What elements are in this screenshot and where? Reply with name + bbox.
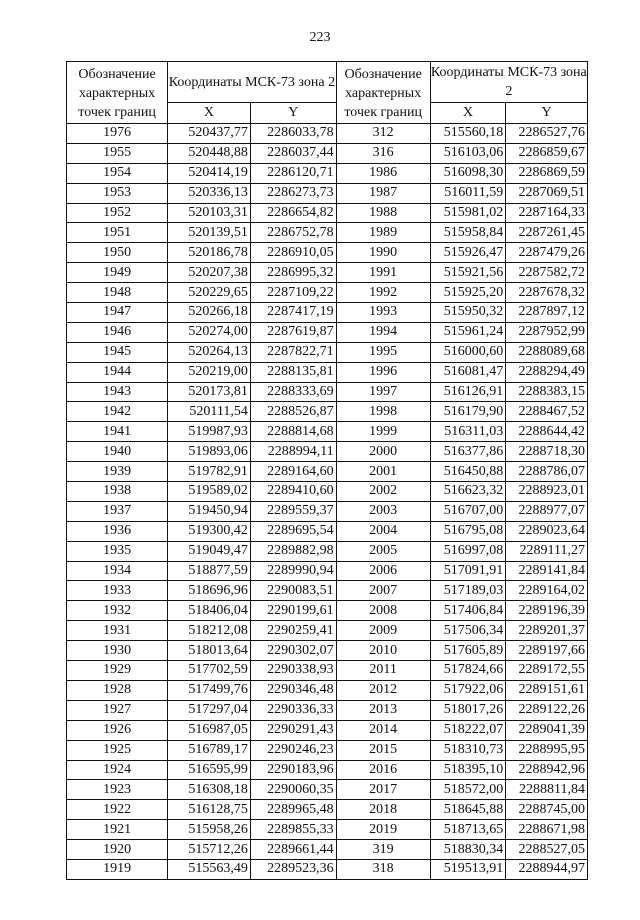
y-right: 2289023,64	[506, 521, 588, 541]
x-right: 515961,24	[430, 322, 506, 342]
table-row	[67, 621, 588, 641]
x-header-left: X	[168, 103, 251, 124]
point-id-right: 1993	[336, 303, 430, 323]
x-left: 518406,04	[168, 601, 251, 621]
coordinates-header-left: Координаты МСК-73 зона 2	[168, 62, 337, 103]
x-right: 517189,03	[430, 581, 506, 601]
y-right: 2288995,95	[506, 740, 588, 760]
y-left: 2289990,94	[250, 561, 336, 581]
point-id-left: 1920	[67, 840, 168, 860]
y-left: 2287822,71	[250, 342, 336, 362]
x-header-right: X	[430, 103, 506, 124]
table-row	[67, 322, 588, 342]
point-id-left: 1935	[67, 541, 168, 561]
point-id-right: 2013	[336, 700, 430, 720]
point-id-left: 1945	[67, 342, 168, 362]
y-left: 2290291,43	[250, 720, 336, 740]
x-right: 518222,07	[430, 720, 506, 740]
y-right: 2288977,07	[506, 501, 588, 521]
point-id-left: 1951	[67, 223, 168, 243]
point-id-left: 1925	[67, 740, 168, 760]
y-left: 2289410,60	[250, 482, 336, 502]
y-right: 2288745,00	[506, 800, 588, 820]
point-id-left: 1949	[67, 263, 168, 283]
x-left: 517297,04	[168, 700, 251, 720]
point-id-left: 1924	[67, 760, 168, 780]
table-row	[67, 422, 588, 442]
point-id-left: 1930	[67, 641, 168, 661]
table-row	[67, 800, 588, 820]
point-id-left: 1927	[67, 700, 168, 720]
x-left: 515958,26	[168, 820, 251, 840]
x-right: 517091,91	[430, 561, 506, 581]
y-header-right: Y	[506, 103, 588, 124]
y-left: 2286033,78	[250, 124, 336, 144]
x-left: 520219,00	[168, 362, 251, 382]
point-id-left: 1931	[67, 621, 168, 641]
point-id-left: 1953	[67, 183, 168, 203]
point-id-left: 1933	[67, 581, 168, 601]
x-left: 516987,05	[168, 720, 251, 740]
point-id-right: 2005	[336, 541, 430, 561]
point-id-left: 1937	[67, 501, 168, 521]
x-right: 518395,10	[430, 760, 506, 780]
x-right: 518017,26	[430, 700, 506, 720]
y-right: 2288786,07	[506, 462, 588, 482]
y-right: 2289196,39	[506, 601, 588, 621]
table-row	[67, 203, 588, 223]
point-id-right: 2012	[336, 680, 430, 700]
table-row	[67, 223, 588, 243]
y-left: 2290060,35	[250, 780, 336, 800]
y-left: 2288135,81	[250, 362, 336, 382]
point-id-right: 1989	[336, 223, 430, 243]
y-right: 2286527,76	[506, 124, 588, 144]
x-left: 518212,08	[168, 621, 251, 641]
point-id-left: 1919	[67, 859, 168, 879]
y-right: 2288383,15	[506, 382, 588, 402]
table-row	[67, 442, 588, 462]
x-left: 517702,59	[168, 661, 251, 681]
y-left: 2287417,19	[250, 303, 336, 323]
point-id-left: 1944	[67, 362, 168, 382]
y-right: 2288644,42	[506, 422, 588, 442]
point-id-right: 1995	[336, 342, 430, 362]
point-id-left: 1955	[67, 143, 168, 163]
table-row	[67, 303, 588, 323]
y-left: 2290083,51	[250, 581, 336, 601]
table-row	[67, 482, 588, 502]
table-row	[67, 183, 588, 203]
point-id-right: 2003	[336, 501, 430, 521]
table-row	[67, 382, 588, 402]
x-right: 517605,89	[430, 641, 506, 661]
x-left: 517499,76	[168, 680, 251, 700]
x-left: 518013,64	[168, 641, 251, 661]
point-id-right: 1996	[336, 362, 430, 382]
point-id-right: 2008	[336, 601, 430, 621]
y-left: 2286752,78	[250, 223, 336, 243]
y-right: 2288923,01	[506, 482, 588, 502]
point-id-left: 1936	[67, 521, 168, 541]
y-left: 2290336,33	[250, 700, 336, 720]
point-id-right: 2000	[336, 442, 430, 462]
y-right: 2287582,72	[506, 263, 588, 283]
x-left: 519300,42	[168, 521, 251, 541]
y-right: 2287069,51	[506, 183, 588, 203]
y-left: 2289523,36	[250, 859, 336, 879]
table-row	[67, 840, 588, 860]
point-id-left: 1926	[67, 720, 168, 740]
y-right: 2289041,39	[506, 720, 588, 740]
y-left: 2290199,61	[250, 601, 336, 621]
point-id-left: 1940	[67, 442, 168, 462]
x-left: 520414,19	[168, 163, 251, 183]
x-left: 515712,26	[168, 840, 251, 860]
y-left: 2290302,07	[250, 641, 336, 661]
point-id-right: 2006	[336, 561, 430, 581]
point-id-left: 1942	[67, 402, 168, 422]
y-left: 2290346,48	[250, 680, 336, 700]
table-row	[67, 740, 588, 760]
table-row	[67, 581, 588, 601]
point-id-right: 2019	[336, 820, 430, 840]
point-id-right: 2018	[336, 800, 430, 820]
x-left: 520103,31	[168, 203, 251, 223]
point-id-left: 1928	[67, 680, 168, 700]
x-right: 515981,02	[430, 203, 506, 223]
table-row	[67, 859, 588, 879]
y-right: 2289141,84	[506, 561, 588, 581]
x-right: 515925,20	[430, 283, 506, 303]
x-right: 516623,32	[430, 482, 506, 502]
table-row	[67, 263, 588, 283]
point-id-left: 1934	[67, 561, 168, 581]
x-left: 516789,17	[168, 740, 251, 760]
page-number: 223	[309, 30, 331, 45]
x-left: 520437,77	[168, 124, 251, 144]
x-right: 516795,08	[430, 521, 506, 541]
x-right: 518830,34	[430, 840, 506, 860]
point-id-right: 2015	[336, 740, 430, 760]
point-id-right: 1987	[336, 183, 430, 203]
y-left: 2286273,73	[250, 183, 336, 203]
x-right: 515921,56	[430, 263, 506, 283]
point-id-right: 1994	[336, 322, 430, 342]
y-left: 2286037,44	[250, 143, 336, 163]
y-left: 2288333,69	[250, 382, 336, 402]
x-right: 515926,47	[430, 243, 506, 263]
x-right: 516311,03	[430, 422, 506, 442]
x-right: 517406,84	[430, 601, 506, 621]
point-id-right: 2009	[336, 621, 430, 641]
table-row	[67, 661, 588, 681]
y-left: 2288814,68	[250, 422, 336, 442]
y-right: 2289172,55	[506, 661, 588, 681]
table-row	[67, 163, 588, 183]
x-left: 518877,59	[168, 561, 251, 581]
x-left: 519987,93	[168, 422, 251, 442]
x-right: 517824,66	[430, 661, 506, 681]
y-right: 2289111,27	[506, 541, 588, 561]
y-left: 2289559,37	[250, 501, 336, 521]
point-id-left: 1921	[67, 820, 168, 840]
x-left: 519782,91	[168, 462, 251, 482]
x-left: 520266,18	[168, 303, 251, 323]
y-right: 2287261,45	[506, 223, 588, 243]
x-right: 519513,91	[430, 859, 506, 879]
y-right: 2289122,26	[506, 700, 588, 720]
point-id-left: 1932	[67, 601, 168, 621]
y-header-left: Y	[250, 103, 336, 124]
y-left: 2289965,48	[250, 800, 336, 820]
point-id-right: 1998	[336, 402, 430, 422]
x-right: 516997,08	[430, 541, 506, 561]
point-id-right: 2011	[336, 661, 430, 681]
y-left: 2286910,05	[250, 243, 336, 263]
y-right: 2289164,02	[506, 581, 588, 601]
y-right: 2287897,12	[506, 303, 588, 323]
x-left: 519589,02	[168, 482, 251, 502]
point-id-left: 1950	[67, 243, 168, 263]
x-left: 518696,96	[168, 581, 251, 601]
x-right: 518713,65	[430, 820, 506, 840]
point-id-left: 1943	[67, 382, 168, 402]
x-right: 515950,32	[430, 303, 506, 323]
point-id-left: 1947	[67, 303, 168, 323]
point-id-right: 1991	[336, 263, 430, 283]
coordinates-table	[66, 61, 588, 880]
y-left: 2290183,96	[250, 760, 336, 780]
point-id-right: 1990	[336, 243, 430, 263]
table-row	[67, 243, 588, 263]
table-row	[67, 720, 588, 740]
y-right: 2287952,99	[506, 322, 588, 342]
x-right: 517922,06	[430, 680, 506, 700]
point-id-right: 2002	[336, 482, 430, 502]
y-left: 2286995,32	[250, 263, 336, 283]
table-row	[67, 561, 588, 581]
table-row	[67, 521, 588, 541]
x-right: 516377,86	[430, 442, 506, 462]
table-row	[67, 342, 588, 362]
x-left: 516308,18	[168, 780, 251, 800]
point-id-left: 1929	[67, 661, 168, 681]
point-id-right: 2016	[336, 760, 430, 780]
y-left: 2289855,33	[250, 820, 336, 840]
y-left: 2289164,60	[250, 462, 336, 482]
x-right: 516450,88	[430, 462, 506, 482]
y-right: 2286859,67	[506, 143, 588, 163]
table-row	[67, 402, 588, 422]
x-right: 516081,47	[430, 362, 506, 382]
y-right: 2288527,05	[506, 840, 588, 860]
point-id-right: 1997	[336, 382, 430, 402]
y-left: 2290246,23	[250, 740, 336, 760]
y-right: 2286869,59	[506, 163, 588, 183]
y-right: 2287678,32	[506, 283, 588, 303]
point-id-left: 1938	[67, 482, 168, 502]
table-row	[67, 820, 588, 840]
x-right: 518645,88	[430, 800, 506, 820]
x-right: 518572,00	[430, 780, 506, 800]
x-right: 516098,30	[430, 163, 506, 183]
table-row	[67, 143, 588, 163]
coordinates-header-right: Координаты МСК-73 зона 2	[430, 62, 587, 103]
table-row	[67, 680, 588, 700]
table-row	[67, 362, 588, 382]
point-id-right: 1988	[336, 203, 430, 223]
y-left: 2290259,41	[250, 621, 336, 641]
y-right: 2288811,84	[506, 780, 588, 800]
y-right: 2288671,98	[506, 820, 588, 840]
point-id-left: 1952	[67, 203, 168, 223]
table-row	[67, 283, 588, 303]
y-right: 2288294,49	[506, 362, 588, 382]
x-left: 520173,81	[168, 382, 251, 402]
point-id-right: 1986	[336, 163, 430, 183]
table-body	[67, 124, 588, 880]
point-id-left: 1941	[67, 422, 168, 442]
x-right: 515560,18	[430, 124, 506, 144]
x-right: 515958,84	[430, 223, 506, 243]
point-designation-header-left: Обозначение характерных точек границ	[67, 62, 168, 124]
x-left: 520229,65	[168, 283, 251, 303]
table-row	[67, 501, 588, 521]
point-id-left: 1946	[67, 322, 168, 342]
x-right: 516179,90	[430, 402, 506, 422]
x-right: 516126,91	[430, 382, 506, 402]
table-row	[67, 541, 588, 561]
y-left: 2286120,71	[250, 163, 336, 183]
point-id-right: 312	[336, 124, 430, 144]
point-id-right: 2010	[336, 641, 430, 661]
y-right: 2287164,33	[506, 203, 588, 223]
point-id-right: 2014	[336, 720, 430, 740]
x-left: 519450,94	[168, 501, 251, 521]
x-left: 515563,49	[168, 859, 251, 879]
x-left: 520336,13	[168, 183, 251, 203]
y-right: 2289201,37	[506, 621, 588, 641]
y-left: 2286654,82	[250, 203, 336, 223]
point-id-right: 319	[336, 840, 430, 860]
table-row	[67, 601, 588, 621]
y-right: 2287479,26	[506, 243, 588, 263]
point-id-right: 1999	[336, 422, 430, 442]
y-right: 2289197,66	[506, 641, 588, 661]
table-row	[67, 462, 588, 482]
x-left: 520111,54	[168, 402, 251, 422]
table-row	[67, 641, 588, 661]
x-left: 519049,47	[168, 541, 251, 561]
y-left: 2289882,98	[250, 541, 336, 561]
x-right: 516011,59	[430, 183, 506, 203]
y-right: 2288467,52	[506, 402, 588, 422]
y-left: 2289661,44	[250, 840, 336, 860]
y-left: 2289695,54	[250, 521, 336, 541]
point-id-right: 2001	[336, 462, 430, 482]
x-left: 520186,78	[168, 243, 251, 263]
x-right: 516707,00	[430, 501, 506, 521]
point-id-right: 1992	[336, 283, 430, 303]
x-left: 520207,38	[168, 263, 251, 283]
point-id-right: 2004	[336, 521, 430, 541]
x-right: 516103,06	[430, 143, 506, 163]
y-right: 2288944,97	[506, 859, 588, 879]
point-id-right: 2017	[336, 780, 430, 800]
x-right: 517506,34	[430, 621, 506, 641]
point-id-left: 1923	[67, 780, 168, 800]
point-designation-header-right: Обозначение характерных точек границ	[336, 62, 430, 124]
point-id-right: 318	[336, 859, 430, 879]
y-left: 2288526,87	[250, 402, 336, 422]
point-id-left: 1939	[67, 462, 168, 482]
y-left: 2288994,11	[250, 442, 336, 462]
y-left: 2287109,22	[250, 283, 336, 303]
y-right: 2288089,68	[506, 342, 588, 362]
x-right: 518310,73	[430, 740, 506, 760]
y-right: 2288718,30	[506, 442, 588, 462]
point-id-left: 1922	[67, 800, 168, 820]
x-left: 516595,99	[168, 760, 251, 780]
point-id-right: 316	[336, 143, 430, 163]
point-id-left: 1954	[67, 163, 168, 183]
table-row	[67, 760, 588, 780]
point-id-left: 1948	[67, 283, 168, 303]
y-right: 2289151,61	[506, 680, 588, 700]
point-id-right: 2007	[336, 581, 430, 601]
x-left: 520448,88	[168, 143, 251, 163]
x-left: 519893,06	[168, 442, 251, 462]
table-row	[67, 700, 588, 720]
y-left: 2287619,87	[250, 322, 336, 342]
x-left: 520274,00	[168, 322, 251, 342]
table-row	[67, 780, 588, 800]
y-left: 2290338,93	[250, 661, 336, 681]
x-left: 520139,51	[168, 223, 251, 243]
x-left: 516128,75	[168, 800, 251, 820]
point-id-left: 1976	[67, 124, 168, 144]
x-left: 520264,13	[168, 342, 251, 362]
x-right: 516000,60	[430, 342, 506, 362]
y-right: 2288942,96	[506, 760, 588, 780]
table-row	[67, 124, 588, 144]
